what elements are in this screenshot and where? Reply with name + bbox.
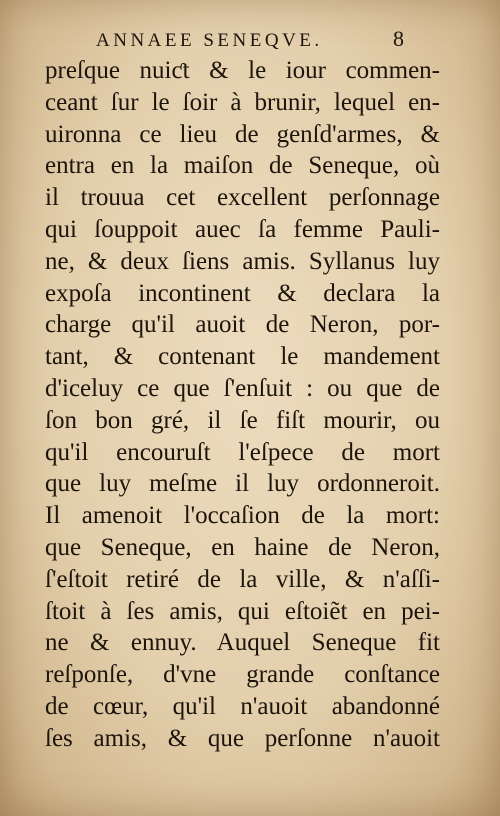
text-line: ne & ennuy. Auquel Seneque fit (45, 629, 440, 657)
text-line: tant, & contenant le mandement (45, 343, 440, 371)
text-line: entra en la maiſon de Seneque, où (45, 152, 440, 180)
text-line: que luy meſme il luy ordonneroit. (45, 470, 440, 498)
text-line: reſponſe, d'vne grande conſtance (45, 661, 440, 689)
text-line: ſes amis, & que perſonne n'auoit (45, 724, 440, 752)
text-line: ceant ſur le ſoir à brunir, lequel en- (45, 88, 440, 116)
text-line: d'iceluy ce que ſ'enſuit : ou que de (45, 374, 440, 402)
text-line: Il amenoit l'occaſion de la mort: (45, 502, 440, 530)
text-line: ſ'eſtoit retiré de la ville, & n'aſſi- (45, 565, 440, 593)
text-line: preſque nuiƈt & le iour commen- (45, 57, 440, 84)
text-line: expoſa incontinent & declara la (45, 279, 440, 307)
text-line: uironna ce lieu de genſd'armes, & (45, 120, 440, 148)
running-title: ANNAEE SENEQVE. (96, 30, 323, 51)
page-header (44, 26, 464, 56)
text-line: ſtoit à ſes amis, qui eſtoiẽt en pei- (45, 597, 440, 625)
text-line: charge qu'il auoit de Neron, por- (45, 311, 440, 339)
page-number: 8 (393, 26, 404, 51)
text-line: qui ſouppoit auec ſa femme Pauli- (45, 215, 440, 243)
text-line: que Seneque, en haine de Neron, (45, 533, 440, 561)
text-line: de cœur, qu'il n'auoit abandonné (45, 692, 440, 720)
body-text (45, 55, 440, 755)
text-line: il trouua cet excellent perſonnage (45, 184, 440, 212)
text-line: ne, & deux ſiens amis. Syllanus luy (45, 247, 440, 275)
text-line: qu'il encouruſt l'eſpece de mort (45, 438, 440, 466)
text-line: ſon bon gré, il ſe fiſt mourir, ou (45, 406, 440, 434)
